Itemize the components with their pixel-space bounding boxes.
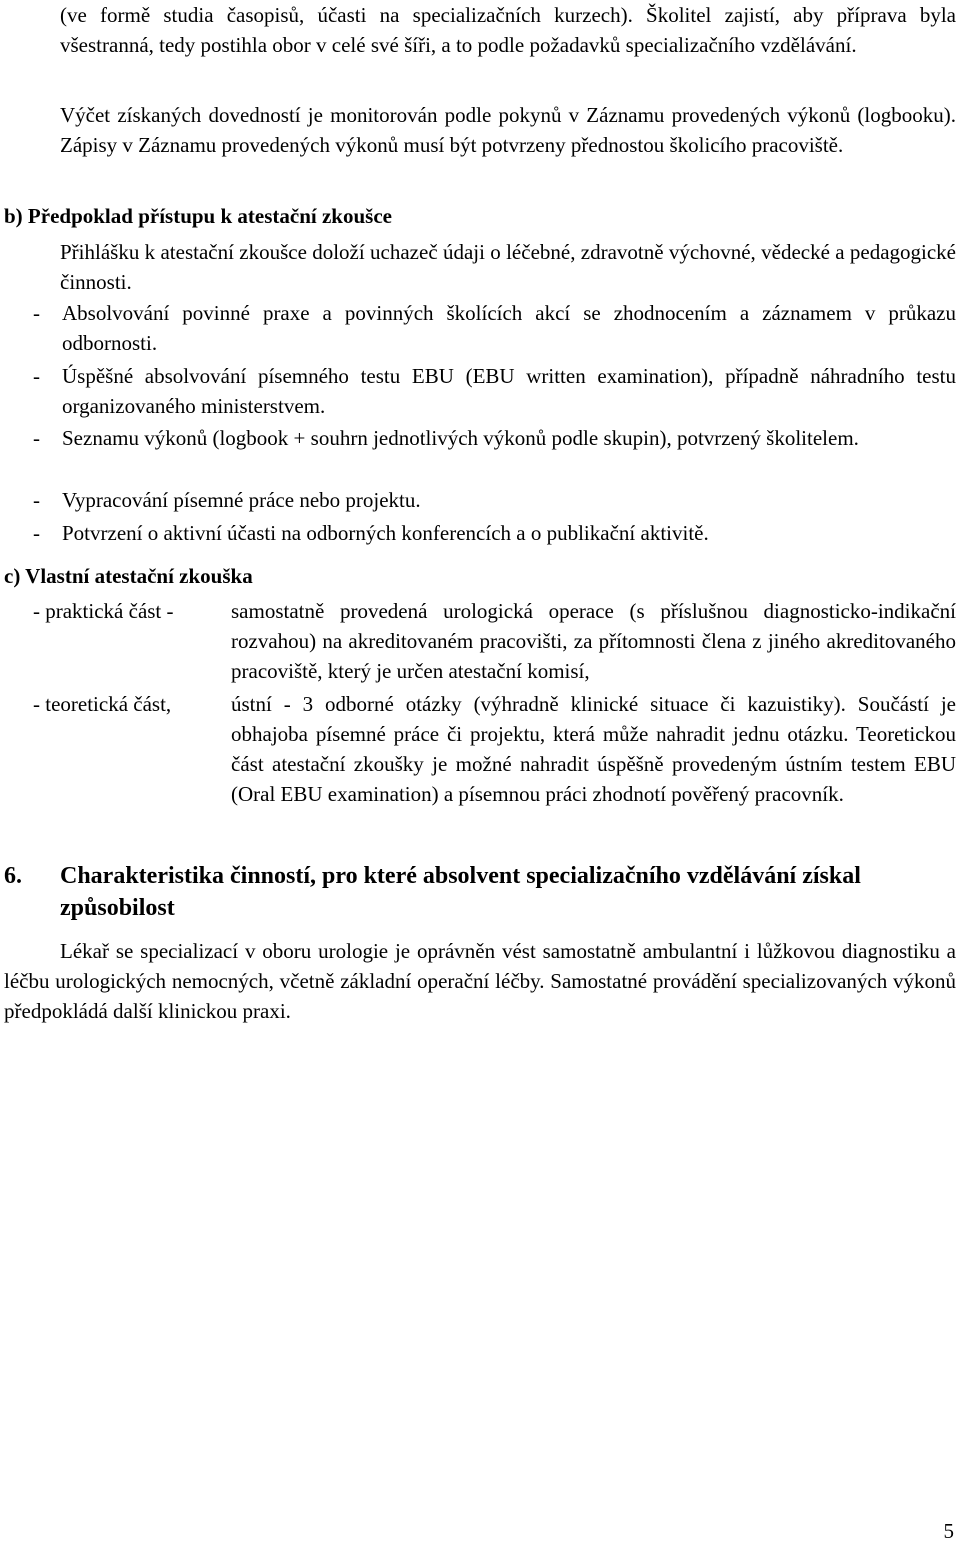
- section-title: Charakteristika činností, pro které absolvent specializačního vzdělávání získal způsobilost: [60, 863, 861, 921]
- exam-practical-label: - praktická část -: [33, 599, 174, 623]
- exam-practical-part: [33, 596, 956, 686]
- list-item: [33, 298, 956, 358]
- paragraph-competence: Lékař se specializací v oboru urologie je oprávněn vést samostatně ambulantní i lůžkovou diagnostiku a léčbu urologických nemocných, včetně základní operační léčby. Samostatné provádění specializovaných výkonů předpokládá další klinickou praxi.: [4, 939, 956, 1023]
- exam-theory-text: ústní - 3 odborné otázky (výhradně klinické situace či kazuistiky). Součástí je obhajoba písemné práce či projektu, která může nahradit jednu otázku. Teoretickou část atestační zkoušky je možné nahradit úspěšně provedeným ústním testem EBU (Oral EBU examination) a písemnou práci zhodnotí pověřený pracovník.: [231, 692, 956, 806]
- exam-theory-label: - teoretická část,: [33, 692, 172, 716]
- page-number: 5: [943, 1519, 954, 1543]
- list-item-text: Úspěšné absolvování písemného testu EBU (EBU written examination), případně náhradního testu organizovaného ministerstvem.: [62, 364, 956, 418]
- section-6-heading: [4, 860, 956, 924]
- list-item: [33, 423, 956, 453]
- list-dash: -: [33, 426, 40, 450]
- heading-own-exam: c) Vlastní atestační zkouška: [4, 564, 253, 588]
- section-number: 6.: [4, 863, 22, 889]
- paragraph-training-continuation: (ve formě studia časopisů, účasti na specializačních kurzech). Školitel zajistí, aby příprava byla všestranná, tedy postihla obor v celé své šíři, a to podle požadavků specializačního vzdělávání.: [60, 3, 956, 57]
- paragraph-application: Přihlášku k atestační zkoušce doloží uchazeč údaji o léčebné, zdravotně výchovné, vědecké a pedagogické činnosti.: [60, 240, 956, 294]
- list-item-text: Potvrzení o aktivní účasti na odborných konferencích a o publikační aktivitě.: [62, 521, 709, 545]
- list-item-text: Absolvování povinné praxe a povinných školících akcí se zhodnocením a záznamem v průkazu odbornosti.: [62, 301, 956, 355]
- list-dash: -: [33, 521, 40, 545]
- list-dash: -: [33, 301, 40, 325]
- paragraph-logbook: Výčet získaných dovedností je monitorován podle pokynů v Záznamu provedených výkonů (logbooku). Zápisy v Záznamu provedených výkonů musí být potvrzeny přednostou školicího pracoviště.: [60, 103, 956, 157]
- exam-practical-text: samostatně provedená urologická operace (s příslušnou diagnosticko-indikační rozvahou) na akreditovaném pracovišti, za přítomnosti člena z jiného akreditovaného pracoviště, který je určen atestační komisí,: [231, 599, 956, 683]
- list-item-text: Vypracování písemné práce nebo projektu.: [62, 488, 421, 512]
- exam-theory-part: [33, 689, 956, 809]
- list-item-text: Seznamu výkonů (logbook + souhrn jednotlivých výkonů podle skupin), potvrzený školitelem.: [62, 426, 859, 450]
- list-dash: -: [33, 488, 40, 512]
- heading-exam-prerequisites: b) Předpoklad přístupu k atestační zkoušce: [4, 204, 392, 228]
- list-item: [33, 361, 956, 421]
- list-item: [33, 518, 956, 548]
- list-dash: -: [33, 364, 40, 388]
- list-item: [33, 485, 956, 515]
